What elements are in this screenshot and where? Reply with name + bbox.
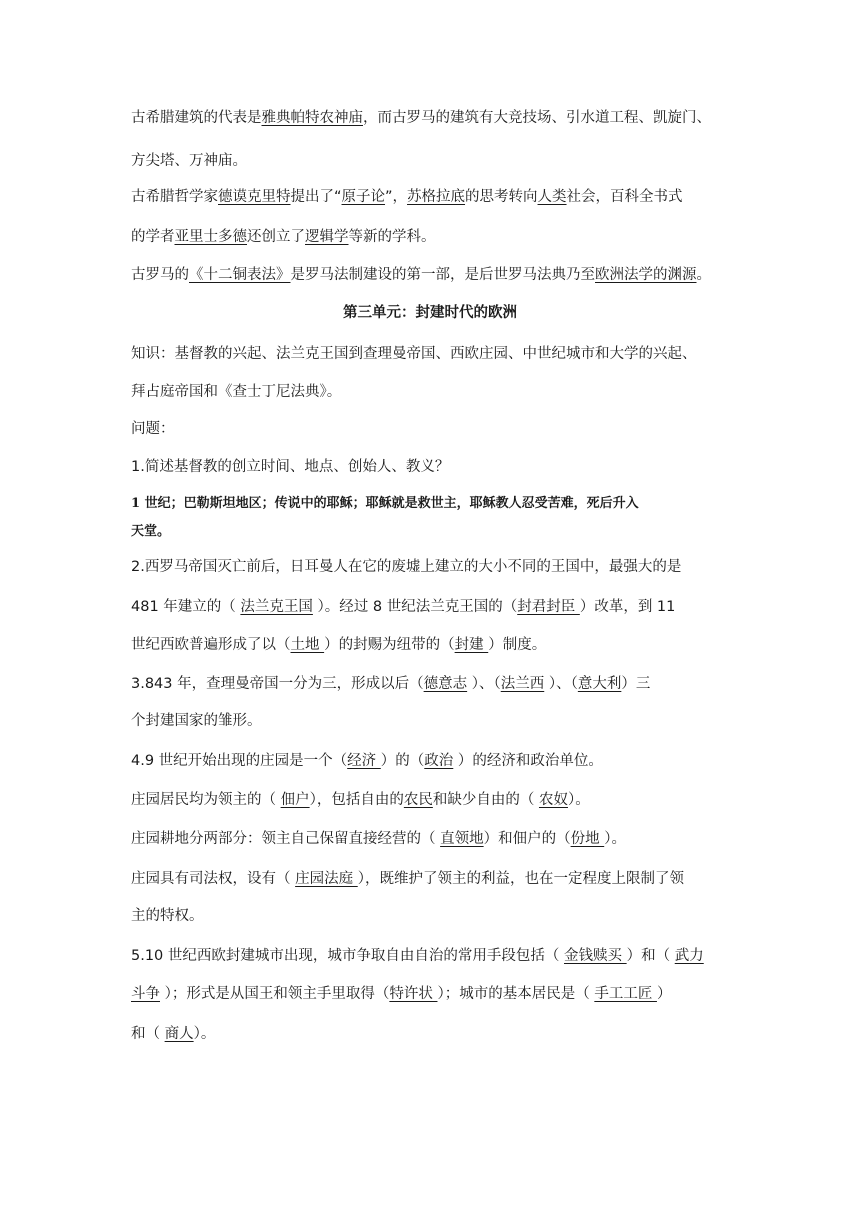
manor-court-cont — [131, 906, 731, 926]
question-2-end — [131, 635, 731, 655]
text-run: ）和佃户的（ — [483, 831, 571, 847]
text-run: ）、（ — [544, 676, 578, 692]
knowledge-line — [131, 344, 731, 364]
underlined-answer: 《十二铜表法》 — [189, 267, 291, 283]
questions-label — [131, 419, 731, 439]
text-run: ）的（ — [380, 753, 425, 769]
text-run: 古罗马的 — [131, 267, 189, 283]
text-run: 古希腊建筑的代表是 — [131, 110, 262, 126]
text-run: 拜占庭帝国和《查士丁尼法典》。 — [131, 384, 342, 400]
underlined-answer: 欧洲法学的渊源 — [595, 267, 697, 283]
underlined-answer: 德意志 — [423, 676, 468, 692]
underlined-answer: 法兰西 — [500, 676, 545, 692]
text-run: 5.10 世纪西欧封建城市出现，城市争取自由自治的常用手段包括（ — [131, 948, 565, 964]
text-run: 2.西罗马帝国灭亡前后，日耳曼人在它的废墟上建立的大小不同的王国中，最强大的是 — [131, 559, 682, 575]
text-run: 古希腊哲学家 — [131, 189, 218, 205]
text-run: ”， — [385, 189, 408, 205]
text-run: 主的特权。 — [131, 908, 204, 924]
text-run: 天堂。 — [131, 524, 171, 539]
text-run: ）。经过 8 世纪法兰克王国的（ — [312, 599, 518, 615]
answer-1 — [131, 494, 731, 514]
underlined-answer: 封建 — [454, 637, 489, 653]
knowledge-line-cont — [131, 382, 731, 402]
text-run: ）。 — [604, 831, 626, 847]
text-run: 3.843 年，查理曼帝国一分为三，形成以后（ — [131, 676, 424, 692]
question-4 — [131, 751, 731, 771]
text-run: 还创立了 — [247, 229, 305, 245]
text-run: ，而古罗马的建筑有大竞技场、引水道工程、凯旋门、 — [363, 110, 711, 126]
underlined-answer: 苏格拉底 — [407, 189, 466, 205]
para-greek-architecture-cont — [131, 151, 731, 171]
text-run: 庄园居民均为领主的（ — [131, 792, 281, 808]
question-2 — [131, 557, 731, 577]
underlined-answer: 庄园法庭 — [295, 871, 358, 887]
underlined-answer: 德谟克里特 — [218, 189, 291, 205]
manor-residents — [131, 790, 731, 810]
underlined-answer: 武力 — [674, 948, 704, 964]
para-greek-architecture — [131, 108, 731, 128]
text-run: 1.简述基督教的创立时间、地点、创始人、教义？ — [131, 459, 450, 475]
text-run: ）和（ — [626, 948, 675, 964]
underlined-answer: 份地 — [570, 831, 605, 847]
para-greek-philosophy — [131, 187, 731, 207]
answer-1-cont — [131, 522, 731, 542]
underlined-answer: 原子论 — [341, 189, 386, 205]
underlined-answer: 雅典帕特农神庙 — [261, 110, 363, 126]
underlined-answer: 土地 — [290, 637, 325, 653]
text-run: 方尖塔、万神庙。 — [131, 153, 247, 169]
question-5-end — [131, 1024, 731, 1044]
text-run: 庄园具有司法权，设有（ — [131, 871, 296, 887]
text-run: 个封建国家的雏形。 — [131, 713, 262, 729]
text-run: ）三 — [621, 676, 651, 692]
underlined-answer: 佃户 — [280, 792, 310, 808]
text-run: 世纪西欧普遍形成了以（ — [131, 637, 291, 653]
underlined-answer: 商人 — [164, 1026, 194, 1042]
text-run: 和缺少自由的（ — [432, 792, 539, 808]
underlined-answer: 金钱赎买 — [564, 948, 627, 964]
text-run: 知识：基督教的兴起、法兰克王国到查理曼帝国、西欧庄园、中世纪城市和大学的兴起、 — [131, 346, 697, 362]
text-run: ），既维护了领主的利益，也在一定程度上限制了领 — [357, 871, 684, 887]
manor-court — [131, 869, 731, 889]
text-run: ） — [656, 986, 672, 1002]
text-run: ）；城市的基本居民是（ — [437, 986, 595, 1002]
question-5-cont — [131, 984, 731, 1004]
text-run: ）。 — [193, 1026, 216, 1042]
underlined-answer: 手工工匠 — [594, 986, 657, 1002]
text-run: 4.9 世纪开始出现的庄园是一个（ — [131, 753, 348, 769]
underlined-answer: 法兰克王国 — [240, 599, 313, 615]
underlined-answer: 经济 — [347, 753, 381, 769]
text-run: ）；形式是从国王和领主手里取得（ — [160, 986, 390, 1002]
text-run: 社会，百科全书式 — [566, 189, 683, 205]
underlined-answer: 农奴 — [538, 792, 568, 808]
manor-land — [131, 829, 731, 849]
text-run: ）。 — [567, 792, 590, 808]
underlined-answer: 农民 — [403, 792, 433, 808]
question-3 — [131, 674, 731, 694]
underlined-answer: 亚里士多德 — [174, 229, 247, 245]
question-3-cont — [131, 711, 731, 731]
text-run: 问题： — [131, 421, 175, 437]
underlined-answer: 直领地 — [440, 831, 484, 847]
para-greek-philosophy-cont — [131, 227, 731, 247]
text-run: ）、（ — [467, 676, 501, 692]
text-run: ）的封赐为纽带的（ — [324, 637, 455, 653]
underlined-answer: 特许状 — [389, 986, 438, 1002]
text-run: 的学者 — [131, 229, 175, 245]
text-run: 等新的学科。 — [348, 229, 436, 245]
underlined-answer: 封君封臣 — [517, 599, 580, 615]
text-run: ）的经济和政治单位。 — [453, 753, 603, 769]
text-run: 庄园耕地分两部分：领主自己保留直接经营的（ — [131, 831, 441, 847]
text-run: 是罗马法制建设的第一部，是后世罗马法典乃至 — [290, 267, 595, 283]
text-run: 第三单元：封建时代的欧洲 — [343, 305, 517, 321]
text-run: ）制度。 — [488, 637, 547, 653]
question-1 — [131, 457, 731, 477]
underlined-answer: 政治 — [424, 753, 454, 769]
text-run: 提出了“ — [290, 189, 342, 205]
underlined-answer: 意大利 — [577, 676, 622, 692]
text-run: 1 世纪；巴勒斯坦地区；传说中的耶稣；耶稣就是救世主，耶稣教人忍受苦难，死后升入 — [131, 496, 639, 511]
text-run: 481 年建立的（ — [131, 599, 241, 615]
question-2-cont — [131, 597, 731, 617]
text-run: 的思考转向 — [465, 189, 538, 205]
para-roman-law — [131, 265, 731, 285]
underlined-answer: 斗争 — [131, 986, 160, 1002]
text-run: 。 — [696, 267, 711, 283]
underlined-answer: 逻辑学 — [305, 229, 349, 245]
text-run: 和（ — [131, 1026, 165, 1042]
text-run: ）改革，到 11 — [579, 599, 676, 615]
question-5 — [131, 946, 731, 966]
underlined-answer: 人类 — [537, 189, 567, 205]
text-run: ），包括自由的 — [309, 792, 404, 808]
section-heading — [0, 303, 860, 323]
